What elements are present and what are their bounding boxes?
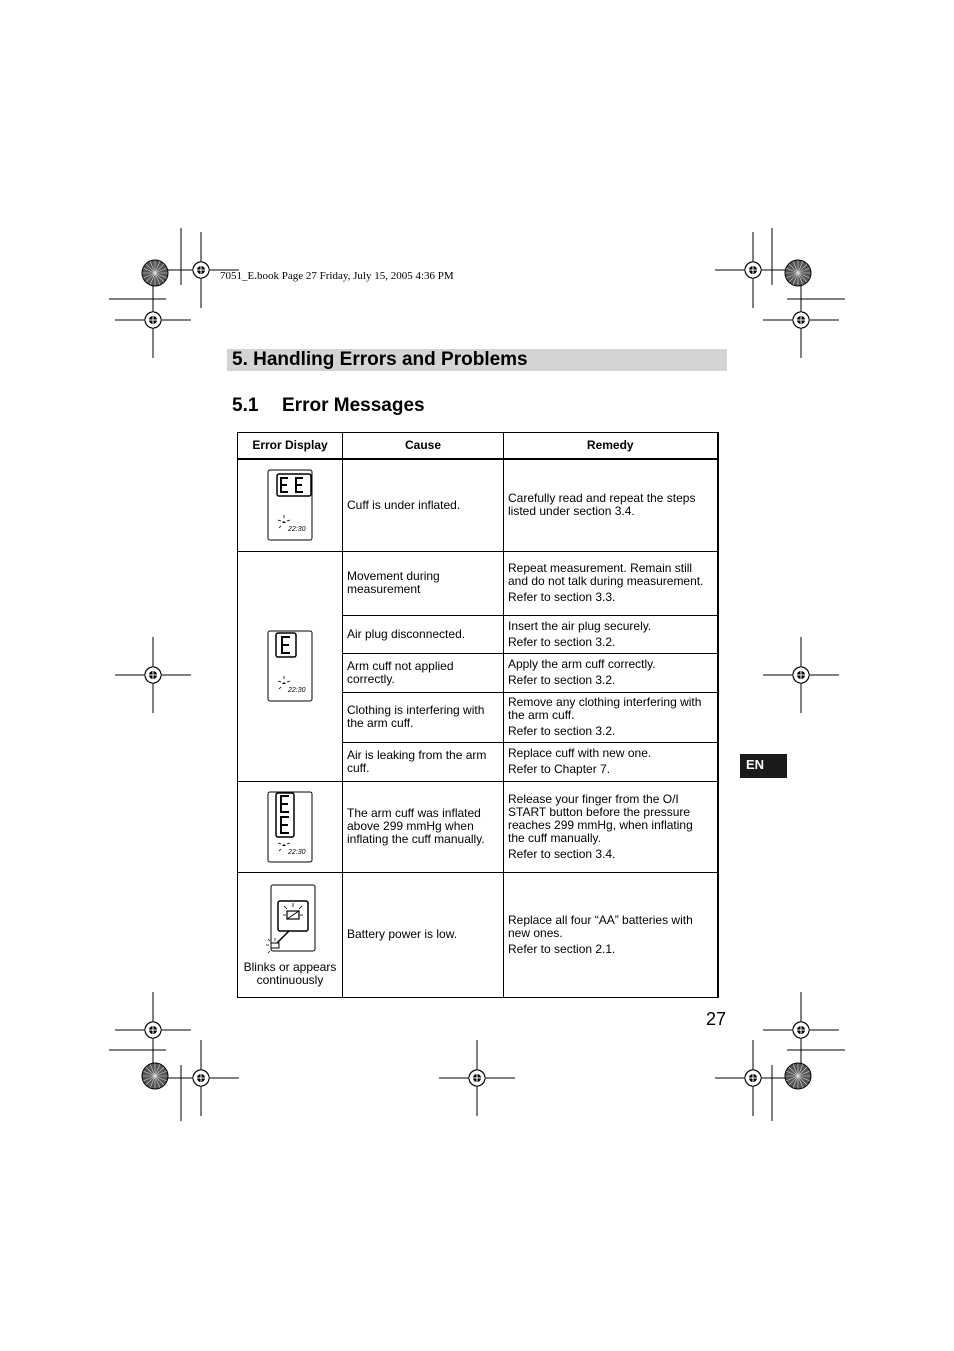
remedy-reference: Refer to Chapter 7. [508, 762, 611, 777]
remedy-cell [504, 653, 718, 692]
subsection-label: Error Messages [282, 395, 425, 416]
table-row [238, 459, 718, 551]
remedy-text: Insert the air plug securely. [508, 618, 652, 633]
remedy-text: Release your finger from the O/I START button before the pressure reaches 299 mmHg, when inflating the cuff manually. [508, 791, 693, 845]
lcd-e-icon [266, 629, 314, 703]
lcd-ee-stacked-icon [266, 790, 314, 864]
remedy-reference: Refer to section 2.1. [508, 941, 616, 956]
table-header-row [238, 433, 718, 460]
cause-cell: Arm cuff not applied correctly. [343, 653, 504, 692]
remedy-reference: Refer to section 3.2. [508, 634, 616, 649]
section-title: 5. Handling Errors and Problems [232, 349, 528, 370]
remedy-cell [504, 781, 718, 872]
header-cause: Cause [343, 433, 504, 460]
page-number: 27 [706, 1009, 727, 1029]
cause-cell: Battery power is low. [343, 872, 504, 997]
cause-cell: Movement during measurement [343, 551, 504, 615]
remedy-reference: Refer to section 3.2. [508, 724, 616, 739]
remedy-text: Apply the arm cuff correctly. [508, 657, 656, 672]
lcd-time: 22:30 [288, 848, 306, 856]
table-row [238, 781, 718, 872]
remedy-cell [504, 692, 718, 742]
cause-cell: Air plug disconnected. [343, 615, 504, 653]
lcd-time: 22:30 [288, 687, 306, 695]
remedy-cell [504, 551, 718, 615]
cause-cell: Air is leaking from the arm cuff. [343, 742, 504, 781]
remedy-cell [504, 872, 718, 997]
cause-cell: Clothing is interfering with the arm cuff. [343, 692, 504, 742]
error-display-cell [238, 551, 343, 781]
remedy-cell [504, 742, 718, 781]
display-note: Blinks or appears continuously [243, 959, 337, 987]
lcd-ee-icon [266, 468, 314, 542]
lcd-time: 22:30 [288, 526, 306, 534]
subsection-number: 5.1 [232, 395, 259, 416]
remedy-reference: Refer to section 3.4. [508, 846, 616, 861]
remedy-reference: Refer to section 3.2. [508, 673, 616, 688]
remedy-text: Repeat measurement. Remain still and do not talk during measurement. [508, 561, 704, 589]
header-error-display: Error Display [238, 433, 343, 460]
header-remedy: Remedy [504, 433, 718, 460]
error-display-cell [238, 459, 343, 551]
remedy-text: Replace cuff with new one. [508, 746, 652, 761]
cause-cell: Cuff is under inflated. [343, 459, 504, 551]
remedy-text: Remove any clothing interfering with the arm cuff. [508, 695, 702, 723]
error-messages-table [237, 432, 719, 998]
table-row [238, 872, 718, 997]
error-display-cell [238, 781, 343, 872]
remedy-cell [504, 459, 718, 551]
remedy-cell [504, 615, 718, 653]
error-display-cell [238, 872, 343, 997]
table-row [238, 551, 718, 615]
cause-cell: The arm cuff was inflated above 299 mmHg when inflating the cuff manually. [343, 781, 504, 872]
print-header: 7051_E.book Page 27 Friday, July 15, 2005 4:36 PM [220, 270, 454, 282]
subsection-title [232, 395, 425, 417]
remedy-text: Carefully read and repeat the steps listed under section 3.4. [508, 491, 696, 519]
remedy-text: Replace all four “AA” batteries with new ones. [508, 912, 693, 940]
language-tab: EN [740, 754, 787, 778]
low-battery-icon [263, 883, 317, 959]
remedy-reference: Refer to section 3.3. [508, 590, 616, 605]
